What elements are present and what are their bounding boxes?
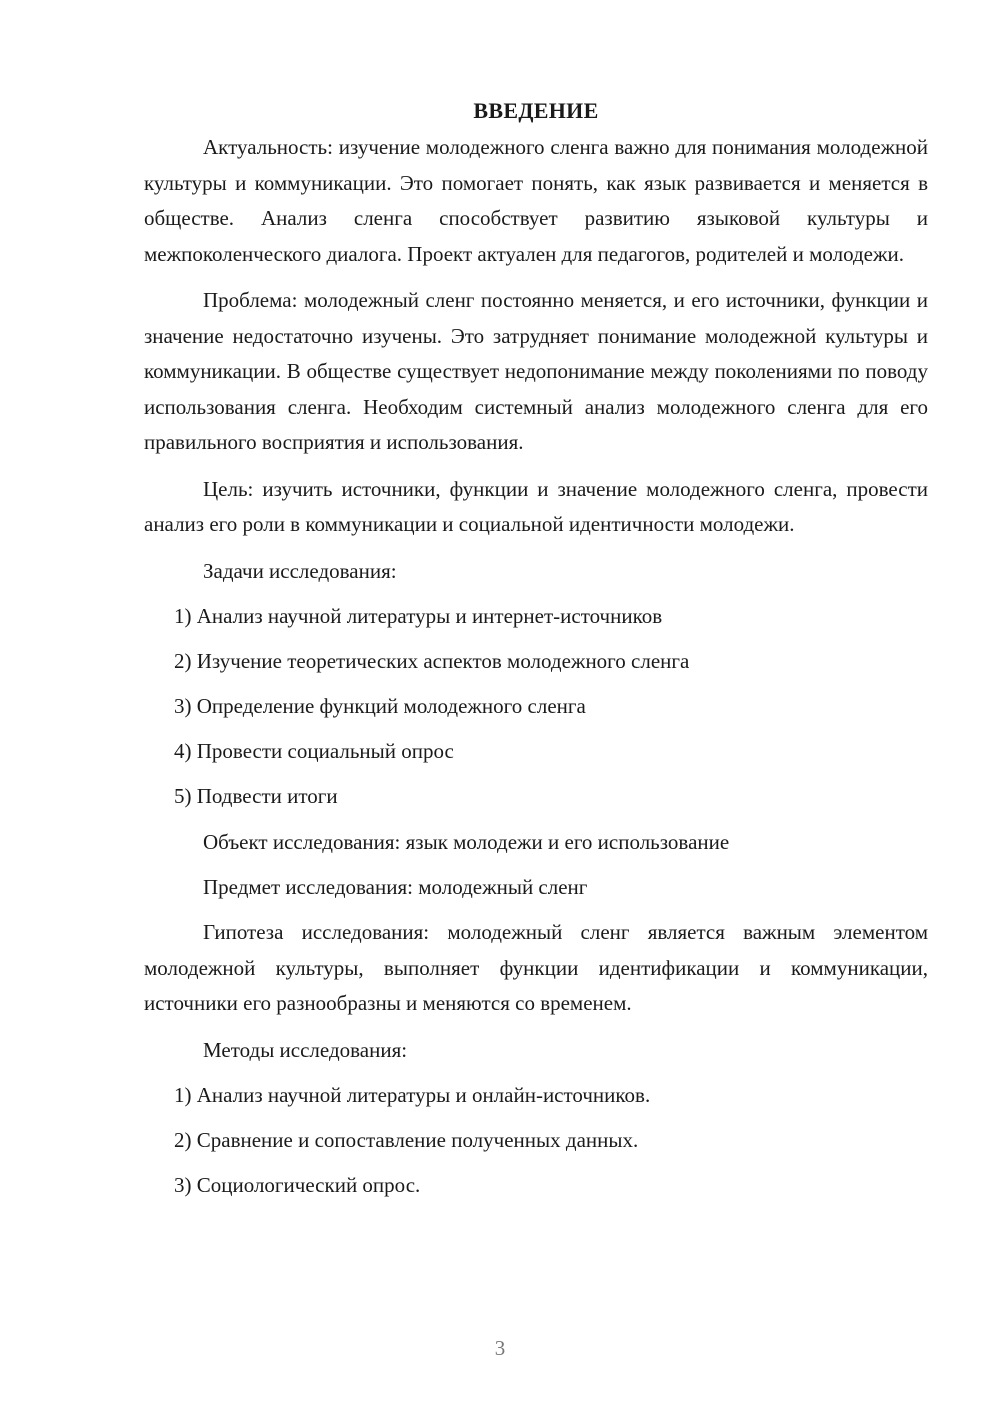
tasks-heading: Задачи исследования:: [203, 558, 397, 583]
page-number: 3: [494, 1336, 506, 1360]
method-item-3: 3) Социологический опрос.: [174, 1173, 421, 1198]
method-item-2: 2) Сравнение и сопоставление полученных данных.: [174, 1127, 639, 1152]
section-title: ВВЕДЕНИЕ: [473, 98, 599, 123]
methods-heading: Методы исследования:: [203, 1037, 408, 1062]
problem-paragraph: Проблема: молодежный сленг постоянно меняется, и его источники, функции и значение недостаточно изучены. Это затрудняет понимание молодежной культуры и коммуникации. В обществе существует недопонимание между поколениями по поводу использования сленга. Необходим системный анализ молодежного сленга для его правильного восприятия и использования.: [144, 288, 928, 454]
task-item-2: 2) Изучение теоретических аспектов молодежного сленга: [174, 648, 690, 673]
page-content: [144, 96, 928, 1213]
task-item-1: 1) Анализ научной литературы и интернет-источников: [174, 603, 663, 628]
task-item-3: 3) Определение функций молодежного сленга: [174, 694, 586, 719]
hypothesis-paragraph: Гипотеза исследования: молодежный сленг является важным элементом молодежной культуры, выполняет функции идентификации и коммуникации, источники его разнообразны и меняются со временем.: [144, 920, 928, 1015]
relevance-paragraph: Актуальность: изучение молодежного сленга важно для понимания молодежной культуры и коммуникации. Это помогает понять, как язык развивается и меняется в обществе. Анализ сленга способствует развитию языковой культуры и межпоколенческого диалога. Проект актуален для педагогов, родителей и молодежи.: [144, 135, 928, 266]
goal-paragraph: Цель: изучить источники, функции и значение молодежного сленга, провести анализ его роли в коммуникации и социальной идентичности молодежи.: [144, 476, 928, 536]
task-item-5: 5) Подвести итоги: [174, 784, 338, 809]
method-item-1: 1) Анализ научной литературы и онлайн-источников.: [174, 1082, 651, 1107]
research-subject: Предмет исследования: молодежный сленг: [203, 874, 588, 899]
task-item-4: 4) Провести социальный опрос: [174, 739, 454, 764]
research-object: Объект исследования: язык молодежи и его использование: [203, 829, 730, 854]
